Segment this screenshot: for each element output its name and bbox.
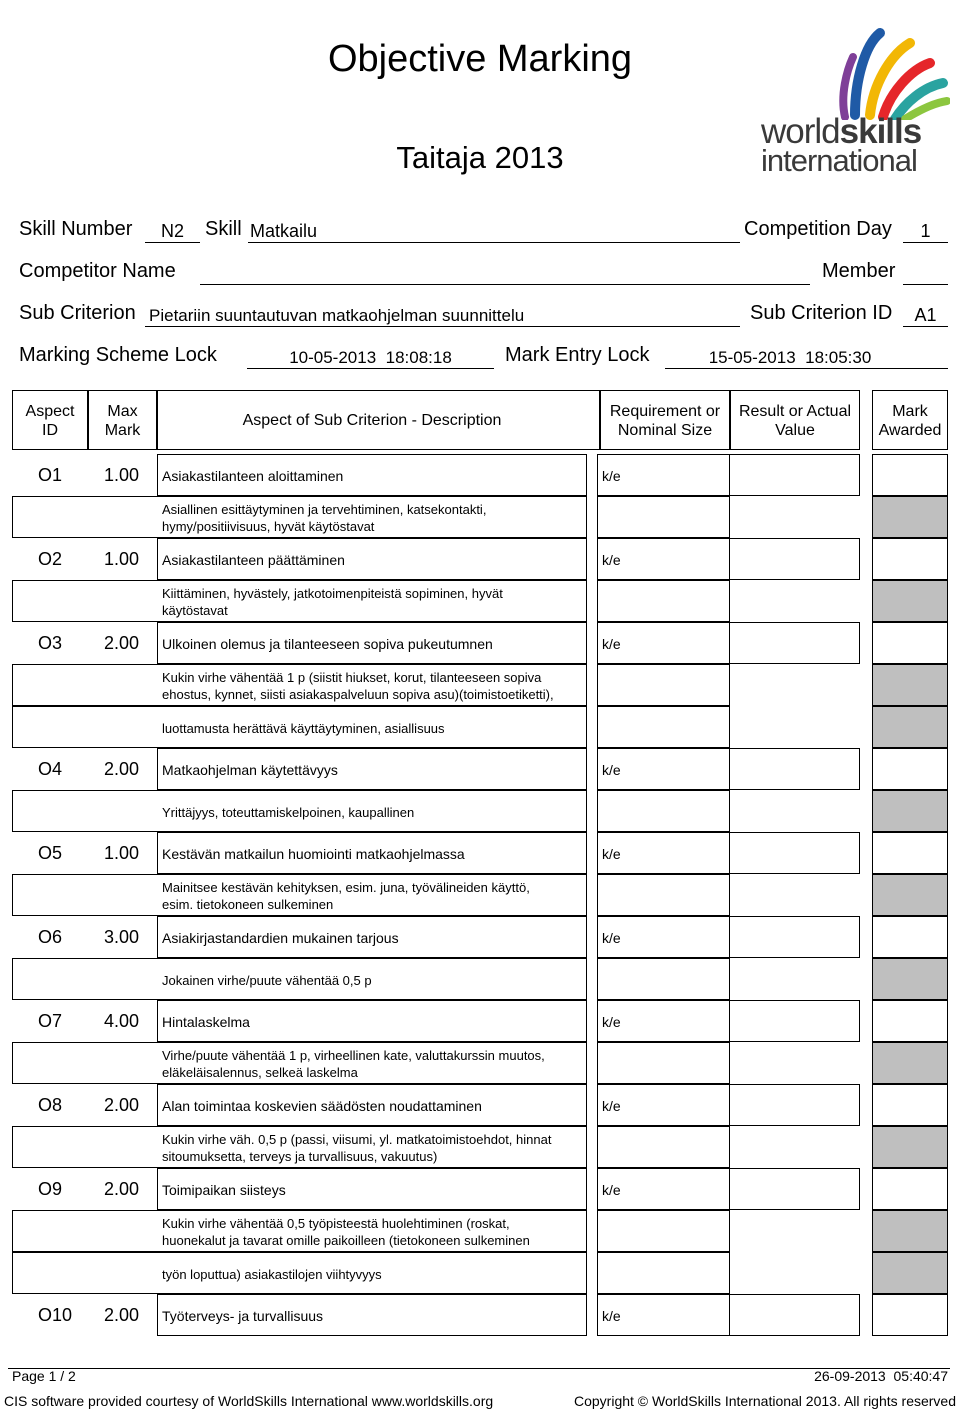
detail-requirement-cell bbox=[597, 958, 730, 1000]
aspect-title: Alan toimintaa koskevien säädösten noudattaminen bbox=[162, 1098, 482, 1114]
sub-criterion-value: Pietariin suuntautuvan matkaohjelman suunnittelu bbox=[149, 306, 525, 325]
aspect-max-mark: 1.00 bbox=[104, 843, 140, 863]
mark-entry-lock-label: Mark Entry Lock bbox=[505, 344, 650, 366]
detail-requirement-cell bbox=[597, 874, 730, 916]
detail-text-line: Kukin virhe väh. 0,5 p (passi, viisumi, yl. matkatoimistoehdot, hinnat bbox=[162, 1132, 552, 1147]
skill-value: Matkailu bbox=[250, 221, 318, 241]
detail-shaded-cell bbox=[872, 496, 948, 538]
detail-text-line: Kiittäminen, hyvästely, jatkotoimenpiteistä sopiminen, hyvät bbox=[162, 586, 503, 601]
detail-requirement-cell bbox=[597, 706, 730, 748]
aspect-id-header-line1: Aspect bbox=[25, 403, 75, 420]
aspect-id: O10 bbox=[38, 1305, 73, 1325]
mark-awarded-cell[interactable] bbox=[872, 916, 948, 958]
competition-day-value: 1 bbox=[920, 221, 931, 241]
result-cell bbox=[730, 832, 860, 874]
detail-text-line: työn loputtua) asiakastilojen viihtyvyys bbox=[162, 1267, 382, 1282]
detail-shaded-cell bbox=[872, 706, 948, 748]
page-number: Page 1 / 2 bbox=[12, 1368, 76, 1384]
detail-shaded-cell bbox=[872, 580, 948, 622]
result-cell bbox=[730, 454, 860, 496]
aspect-id: O9 bbox=[38, 1179, 63, 1199]
requirement-header-line1: Requirement or bbox=[609, 403, 721, 420]
aspect-max-mark: 2.00 bbox=[104, 633, 140, 653]
detail-text-line: eläkeläisalennus, selkeä laskelma bbox=[162, 1065, 358, 1080]
result-cell bbox=[730, 1000, 860, 1042]
detail-text-line: Yrittäjyys, toteuttamiskelpoinen, kaupallinen bbox=[162, 805, 415, 820]
result-cell bbox=[730, 1168, 860, 1210]
print-timestamp: 26-09-2013 05:40:47 bbox=[814, 1368, 948, 1384]
logo-swoosh-icon bbox=[755, 25, 950, 120]
aspect-title: Matkaohjelman käytettävyys bbox=[162, 762, 338, 778]
detail-requirement-cell bbox=[597, 496, 730, 538]
aspect-requirement: k/e bbox=[602, 636, 621, 652]
detail-requirement-cell bbox=[597, 1126, 730, 1168]
detail-text-line: Asiallinen esittäytyminen ja tervehtiminen, katsekontakti, bbox=[162, 502, 487, 517]
competition-day-label: Competition Day bbox=[744, 218, 892, 240]
detail-shaded-cell bbox=[872, 958, 948, 1000]
mark-awarded-cell[interactable] bbox=[872, 454, 948, 496]
aspect-title: Toimipaikan siisteys bbox=[162, 1182, 286, 1198]
detail-text-line: esim. tietokoneen sulkeminen bbox=[162, 897, 334, 912]
mark-awarded-cell[interactable] bbox=[872, 1000, 948, 1042]
aspect-id: O6 bbox=[38, 927, 63, 947]
result-cell bbox=[730, 538, 860, 580]
detail-requirement-cell bbox=[597, 580, 730, 622]
logo-text-skills: skills bbox=[839, 112, 922, 151]
detail-text-line: hymy/positiivisuus, hyvät käytöstavat bbox=[162, 519, 375, 534]
sub-criterion-label: Sub Criterion bbox=[19, 302, 136, 324]
max-mark-header-line2: Mark bbox=[104, 422, 141, 439]
sub-criterion-id-value: A1 bbox=[914, 305, 937, 325]
aspect-requirement: k/e bbox=[602, 1014, 621, 1030]
awarded-header-line1: Mark bbox=[892, 403, 928, 420]
result-header-line2: Value bbox=[775, 422, 815, 439]
aspect-requirement: k/e bbox=[602, 846, 621, 862]
aspect-requirement: k/e bbox=[602, 1182, 621, 1198]
aspect-title: Asiakirjastandardien mukainen tarjous bbox=[162, 930, 399, 946]
max-mark-header-line1: Max bbox=[107, 403, 138, 420]
detail-shaded-cell bbox=[872, 664, 948, 706]
aspect-title: Ulkoinen olemus ja tilanteeseen sopiva pukeutumnen bbox=[162, 636, 493, 652]
skill-number-label: Skill Number bbox=[19, 218, 133, 240]
logo-text-world: world bbox=[761, 112, 840, 151]
aspect-title: Työterveys- ja turvallisuus bbox=[162, 1308, 324, 1324]
detail-text-line: Virhe/puute vähentää 1 p, virheellinen kate, valuttakurssin muutos, bbox=[162, 1048, 545, 1063]
detail-text-line: Jokainen virhe/puute vähentää 0,5 p bbox=[162, 973, 372, 988]
member-label: Member bbox=[822, 260, 896, 282]
detail-requirement-cell bbox=[597, 1252, 730, 1294]
detail-text-line: ehostus, kynnet, siisti asiakaspalveluun sopiva asu)(toimistoetiketti), bbox=[162, 687, 554, 702]
aspect-max-mark: 2.00 bbox=[104, 1179, 140, 1199]
detail-shaded-cell bbox=[872, 1126, 948, 1168]
detail-shaded-cell bbox=[872, 1252, 948, 1294]
detail-shaded-cell bbox=[872, 1210, 948, 1252]
detail-shaded-cell bbox=[872, 1042, 948, 1084]
detail-text-line: Kukin virhe vähentää 0,5 työpisteestä huolehtiminen (roskat, bbox=[162, 1216, 510, 1231]
logo-text-international: international bbox=[761, 143, 917, 178]
aspect-id-header-line2: ID bbox=[42, 422, 58, 439]
detail-text-line: huonekalut ja tavarat omille paikoilleen (tietokoneen sulkeminen bbox=[162, 1233, 530, 1248]
page-title: Objective Marking bbox=[327, 38, 633, 80]
aspect-max-mark: 1.00 bbox=[104, 549, 140, 569]
awarded-header-line2: Awarded bbox=[878, 422, 942, 439]
aspect-title: Asiakastilanteen päättäminen bbox=[162, 552, 345, 568]
aspect-id: O1 bbox=[38, 465, 63, 485]
sub-criterion-id-label: Sub Criterion ID bbox=[750, 302, 893, 324]
page-subtitle: Taitaja 2013 bbox=[396, 140, 564, 175]
detail-shaded-cell bbox=[872, 874, 948, 916]
mark-awarded-cell[interactable] bbox=[872, 832, 948, 874]
aspect-max-mark: 2.00 bbox=[104, 1305, 140, 1325]
aspect-id: O5 bbox=[38, 843, 63, 863]
aspect-title: Kestävän matkailun huomiointi matkaohjelmassa bbox=[162, 846, 465, 862]
detail-text-line: käytöstavat bbox=[162, 603, 228, 618]
result-cell bbox=[730, 1294, 860, 1336]
aspect-id: O4 bbox=[38, 759, 63, 779]
aspect-requirement: k/e bbox=[602, 1308, 621, 1324]
aspect-requirement: k/e bbox=[602, 1098, 621, 1114]
detail-text-line: Kukin virhe vähentää 1 p (siistit hiukset, korut, tilanteeseen sopiva bbox=[162, 670, 542, 685]
aspect-max-mark: 2.00 bbox=[104, 1095, 140, 1115]
aspect-requirement: k/e bbox=[602, 552, 621, 568]
detail-requirement-cell bbox=[597, 1042, 730, 1084]
worldskills-logo bbox=[755, 25, 950, 180]
detail-text-line: Mainitsee kestävän kehityksen, esim. juna, työvälineiden käyttö, bbox=[162, 880, 530, 895]
software-credit: CIS software provided courtesy of WorldSkills International www.worldskills.org bbox=[4, 1393, 494, 1409]
skill-label: Skill bbox=[205, 218, 242, 240]
aspect-id: O8 bbox=[38, 1095, 63, 1115]
footer-divider bbox=[8, 1368, 950, 1370]
aspect-max-mark: 2.00 bbox=[104, 759, 140, 779]
aspect-requirement: k/e bbox=[602, 762, 621, 778]
aspect-id: O7 bbox=[38, 1011, 63, 1031]
description-header: Aspect of Sub Criterion - Description bbox=[242, 412, 502, 429]
mark-awarded-cell[interactable] bbox=[872, 1168, 948, 1210]
marking-scheme-lock-label: Marking Scheme Lock bbox=[19, 344, 217, 366]
result-cell bbox=[730, 622, 860, 664]
detail-shaded-cell bbox=[872, 790, 948, 832]
detail-requirement-cell bbox=[597, 1210, 730, 1252]
copyright-notice: Copyright © WorldSkills International 2013. All rights reserved bbox=[573, 1393, 956, 1409]
aspect-id: O2 bbox=[38, 549, 63, 569]
detail-requirement-cell bbox=[597, 790, 730, 832]
marking-scheme-lock-value: 10-05-2013 18:08:18 bbox=[289, 348, 452, 367]
aspect-max-mark: 1.00 bbox=[104, 465, 140, 485]
mark-awarded-cell[interactable] bbox=[872, 1294, 948, 1336]
aspect-requirement: k/e bbox=[602, 468, 621, 484]
requirement-header-line2: Nominal Size bbox=[617, 422, 713, 439]
result-cell bbox=[730, 916, 860, 958]
aspect-title: Hintalaskelma bbox=[162, 1014, 250, 1030]
aspect-requirement: k/e bbox=[602, 930, 621, 946]
aspect-title: Asiakastilanteen aloittaminen bbox=[162, 468, 344, 484]
aspect-max-mark: 4.00 bbox=[104, 1011, 140, 1031]
aspect-id: O3 bbox=[38, 633, 63, 653]
competitor-name-label: Competitor Name bbox=[19, 260, 176, 282]
aspect-max-mark: 3.00 bbox=[104, 927, 140, 947]
result-cell bbox=[730, 748, 860, 790]
detail-text-line: sitoumuksetta, terveys ja turvallisuus, vakuutus) bbox=[162, 1149, 438, 1164]
result-cell bbox=[730, 1084, 860, 1126]
mark-awarded-cell[interactable] bbox=[872, 1084, 948, 1126]
detail-requirement-cell bbox=[597, 664, 730, 706]
mark-awarded-cell[interactable] bbox=[872, 748, 948, 790]
detail-text-line: luottamusta herättävä käyttäytyminen, asiallisuus bbox=[162, 721, 445, 736]
mark-awarded-cell[interactable] bbox=[872, 622, 948, 664]
skill-number-value: N2 bbox=[160, 221, 184, 241]
result-header-line1: Result or Actual bbox=[738, 403, 852, 420]
mark-awarded-cell[interactable] bbox=[872, 538, 948, 580]
mark-entry-lock-value: 15-05-2013 18:05:30 bbox=[708, 348, 872, 367]
